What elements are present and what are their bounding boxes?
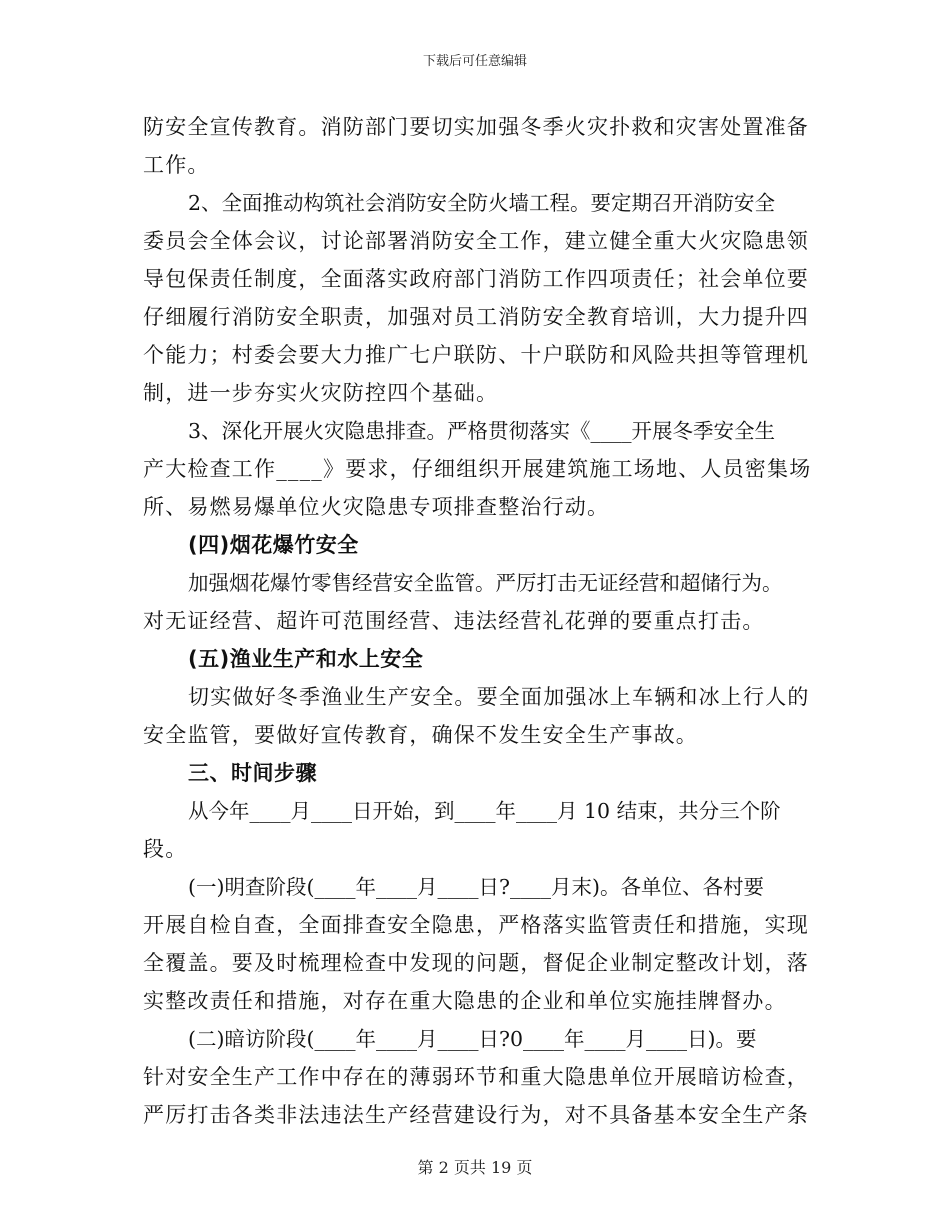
body-line: 个能力；村委会要大力推广七户联防、十户联防和风险共担等管理机 — [143, 343, 809, 367]
section-heading-fishery: (五)渔业生产和水上安全 — [188, 647, 424, 671]
body-line: 加强烟花爆竹零售经营安全监管。严厉打击无证经营和超储行为。 — [188, 571, 783, 595]
body-line: 防安全宣传教育。消防部门要切实加强冬季火灾扑救和灾害处置准备 — [143, 115, 809, 139]
stage-one-paragraph: (一)明查阶段(____年____月____日?____月末)。各单位、各村要 — [188, 875, 764, 899]
body-line: 委员会全体会议，讨论部署消防安全工作，建立健全重大火灾隐患领 — [143, 229, 809, 253]
stage-two-paragraph: (二)暗访阶段(____年____月____日?0____年____月____日)。要 — [188, 1027, 757, 1051]
body-line: 段。 — [143, 837, 188, 861]
body-line: 全覆盖。要及时梳理检查中发现的问题，督促企业制定整改计划，落 — [143, 951, 809, 975]
body-line: 针对安全生产工作中存在的薄弱环节和重大隐患单位开展暗访检查， — [143, 1065, 809, 1089]
body-line: 安全监管，要做好宣传教育，确保不发生安全生产事故。 — [143, 723, 698, 747]
page-header: 下载后可任意编辑 — [422, 54, 527, 69]
page-number: 第 2 页共 19 页 — [417, 1158, 533, 1177]
body-line: 制，进一步夯实火灾防控四个基础。 — [143, 381, 499, 405]
body-line: 产大检查工作____》要求，仔细组织开展建筑施工场地、人员密集场 — [143, 457, 812, 481]
body-line: 导包保责任制度，全面落实政府部门消防工作四项责任；社会单位要 — [143, 267, 809, 291]
document-body — [143, 108, 811, 1134]
section-heading-timeline: 三、时间步骤 — [188, 761, 317, 785]
section-heading-fireworks: (四)烟花爆竹安全 — [188, 533, 359, 557]
body-line: 严厉打击各类非法违法生产经营建设行为，对不具备基本安全生产条 — [143, 1103, 809, 1127]
body-line: 对无证经营、超许可范围经营、违法经营礼花弹的要重点打击。 — [143, 609, 765, 633]
body-line: 切实做好冬季渔业生产安全。要全面加强冰上车辆和冰上行人的 — [188, 685, 810, 709]
body-line: 仔细履行消防安全职责，加强对员工消防安全教育培训，大力提升四 — [143, 305, 809, 329]
body-line: 开展自检自查，全面排查安全隐患，严格落实监管责任和措施，实现 — [143, 913, 809, 937]
paragraph-item-3: 3、深化开展火灾隐患排查。严格贯彻落实《____开展冬季安全生 — [188, 419, 776, 443]
body-line: 工作。 — [143, 153, 210, 177]
body-line: 所、易燃易爆单位火灾隐患专项排查整治行动。 — [143, 495, 610, 519]
body-line: 从今年____月____日开始，到____年____月 10 结束，共分三个阶 — [188, 799, 781, 823]
paragraph-item-2: 2、全面推动构筑社会消防安全防火墙工程。要定期召开消防安全 — [188, 191, 776, 215]
body-line: 实整改责任和措施，对存在重大隐患的企业和单位实施挂牌督办。 — [143, 989, 787, 1013]
